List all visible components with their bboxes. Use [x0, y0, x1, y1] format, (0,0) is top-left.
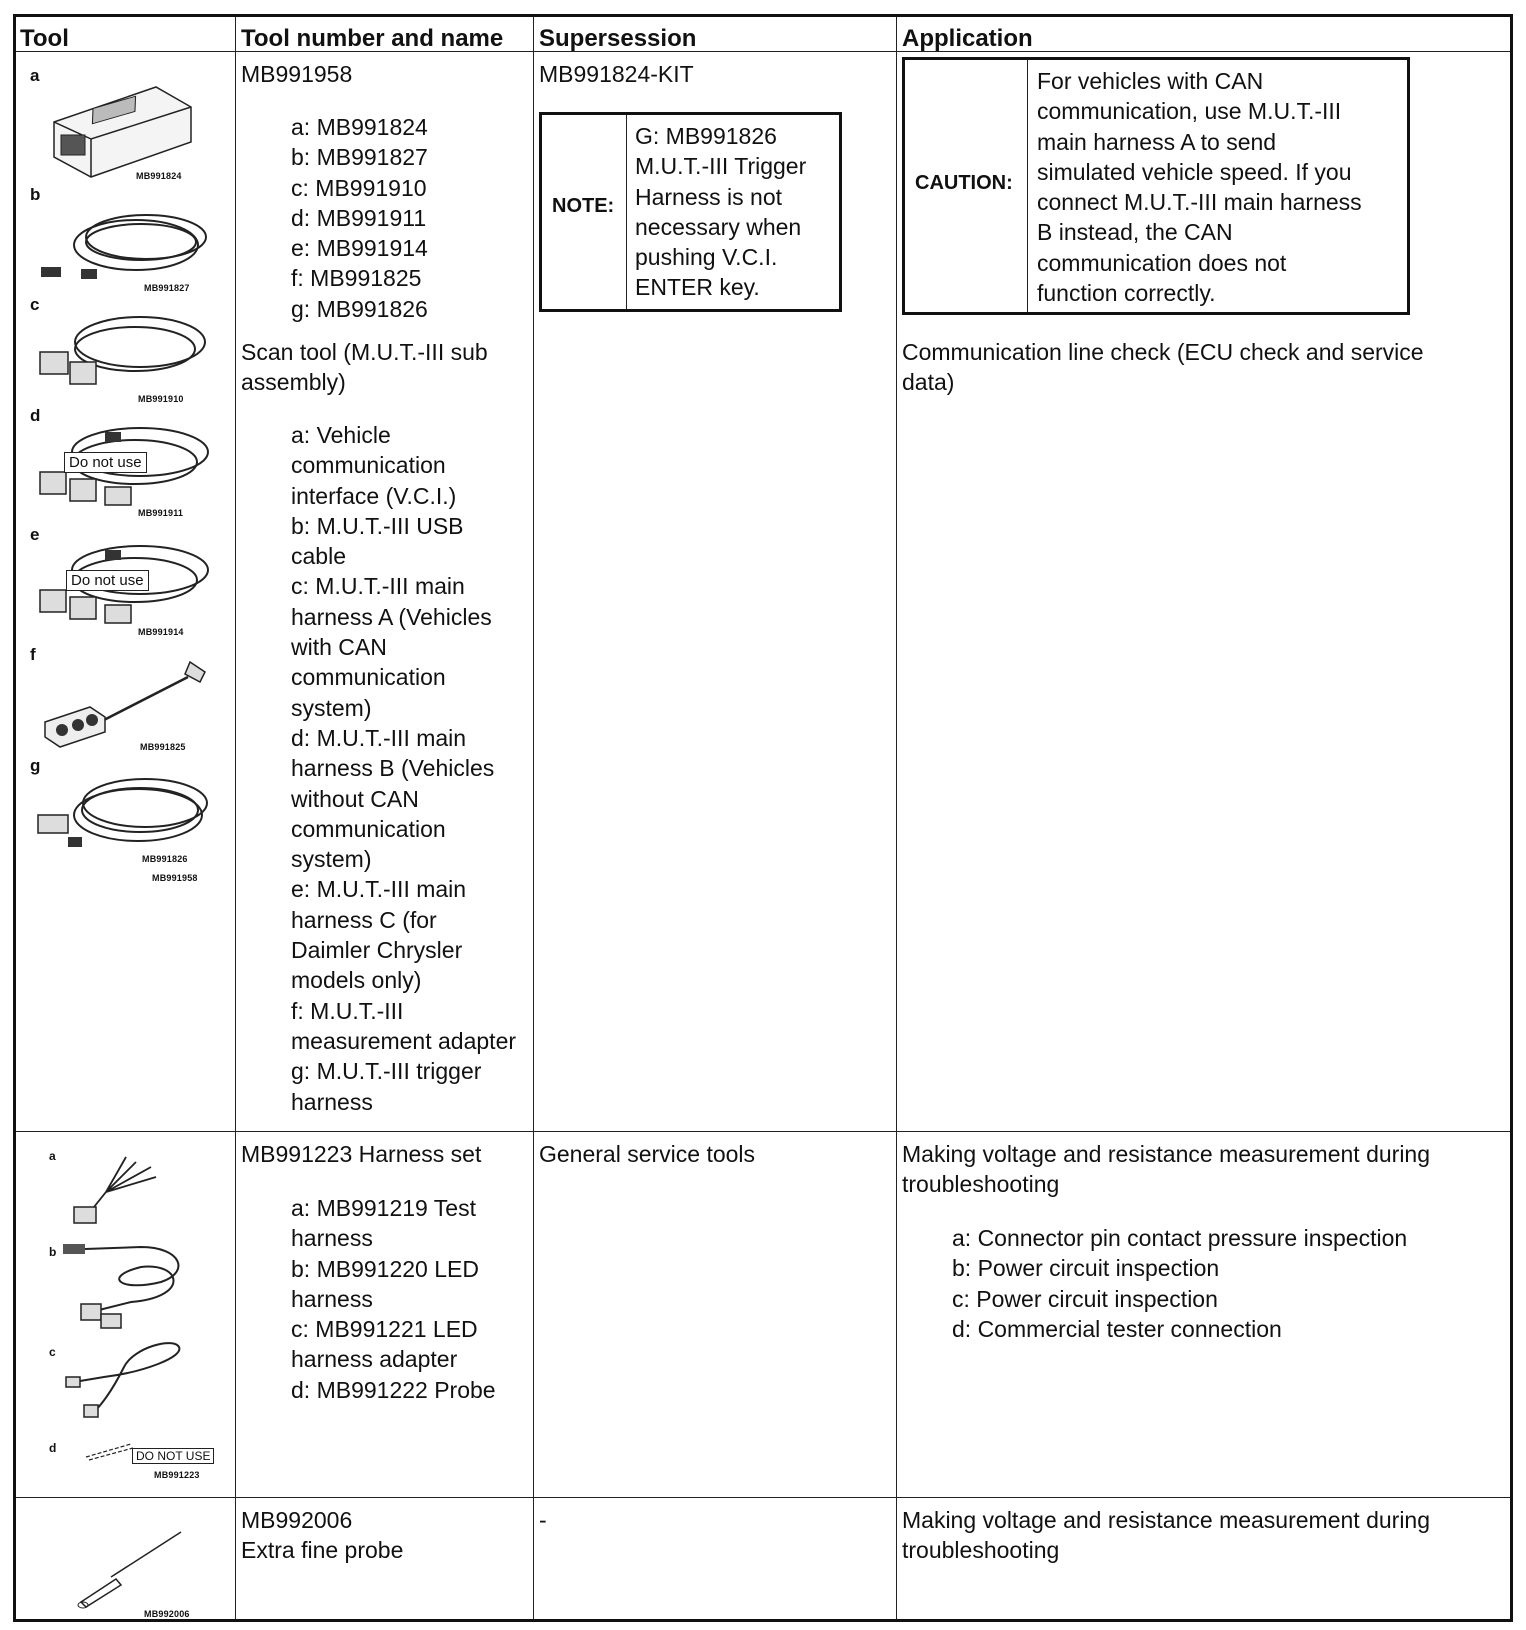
row2-tool-letter-c: c [49, 1345, 56, 1359]
do-not-use-tag-d: Do not use [64, 452, 147, 473]
header-supersession: Supersession [539, 25, 697, 52]
note-box [539, 112, 842, 312]
row-divider-2 [16, 1497, 1510, 1498]
row2-sub-items: a: MB991219 Test harness b: MB991220 LED harness c: MB991221 LED harness adapter d: MB991222 Probe [291, 1195, 496, 1403]
do-not-use-tag-e: Do not use [66, 570, 149, 591]
row-divider-1 [16, 1131, 1510, 1132]
tool-letter-d: d [30, 406, 41, 425]
tool-letter-g: g [30, 756, 41, 775]
note-text: G: MB991826 M.U.T.-III Trigger Harness is not necessary when pushing V.C.I. ENTER key. [635, 123, 807, 301]
part-label-mb991826: MB991826 [142, 854, 188, 864]
vci-device-icon [46, 77, 196, 177]
row2-tool-letter-d: d [49, 1441, 57, 1455]
note-divider [626, 115, 627, 309]
part-label-mb991914: MB991914 [138, 627, 184, 637]
tool-letter-c: c [30, 295, 40, 314]
part-label-mb991958: MB991958 [152, 873, 198, 883]
part-label-mb991824: MB991824 [136, 171, 182, 181]
tool-table [13, 14, 1513, 1622]
row1-tool-number: MB991958 [241, 61, 353, 87]
row1-sub-numbers: a: MB991824 b: MB991827 c: MB991910 d: MB991911 e: MB991914 f: MB991825 g: MB991826 [291, 114, 428, 322]
trigger-harness-icon [30, 765, 210, 860]
col-divider-1 [235, 17, 236, 1619]
part-label-mb991825: MB991825 [140, 742, 186, 752]
main-harness-a-icon [30, 307, 210, 397]
do-not-use-tag-row2: DO NOT USE [132, 1448, 214, 1464]
led-harness-adapter-icon [64, 1337, 194, 1422]
row2-application: Making voltage and resistance measurement during troubleshooting [902, 1141, 1431, 1198]
row1-application: Communication line check (ECU check and service data) [902, 339, 1424, 396]
note-label: NOTE: [552, 195, 615, 217]
row1-supersession: MB991824-KIT [539, 61, 694, 87]
part-label-mb991910: MB991910 [138, 394, 184, 404]
caution-label: CAUTION: [915, 172, 1013, 194]
part-label-mb992006: MB992006 [144, 1609, 190, 1619]
row2-application-items: a: Connector pin contact pressure inspection b: Power circuit inspection c: Power circuit inspection d: Commercial tester connection [952, 1225, 1408, 1342]
part-label-mb991223: MB991223 [154, 1470, 200, 1480]
row3-tool-number-name: MB992006 Extra fine probe [241, 1507, 404, 1564]
caution-divider [1027, 60, 1028, 312]
row1-sub-names: a: Vehicle communication interface (V.C.I.) b: M.U.T.-III USB cable c: M.U.T.-III main harness A (Vehicles with CAN communication system) d: M.U.T.-III main harness B (Vehicles without CAN communication system) e: M.U.T.-III main harness C (for Daimler Chrysler models only) f: M.U.T.-III measurement adapter g: M.U.T.-III trigger harness [291, 422, 517, 1115]
row2-tool-letter-b: b [49, 1245, 57, 1259]
usb-cable-icon [36, 197, 206, 287]
led-harness-icon [61, 1242, 201, 1332]
caution-text: For vehicles with CAN communication, use M.U.T.-III main harness A to send simulated vehicle speed. If you connect M.U.T.-III main harness B instead, the CAN communication does not function correctly. [1037, 68, 1362, 307]
part-label-mb991827: MB991827 [144, 283, 190, 293]
col-divider-3 [896, 17, 897, 1619]
header-application: Application [902, 25, 1033, 52]
row3-supersession: - [539, 1507, 547, 1533]
row1-tool-name: Scan tool (M.U.T.-III sub assembly) [241, 339, 488, 396]
header-tool-number: Tool number and name [241, 25, 504, 52]
row2-supersession: General service tools [539, 1141, 756, 1167]
tool-letter-f: f [30, 645, 36, 664]
row2-tool-number-name: MB991223 Harness set [241, 1141, 482, 1167]
measurement-adapter-icon [40, 652, 210, 742]
test-harness-icon [56, 1152, 166, 1232]
header-tool: Tool [20, 25, 69, 52]
row3-application: Making voltage and resistance measurement during troubleshooting [902, 1507, 1431, 1564]
row2-tool-letter-a: a [49, 1149, 56, 1163]
extra-fine-probe-icon [71, 1527, 191, 1607]
part-label-mb991911: MB991911 [138, 508, 184, 518]
tool-letter-b: b [30, 185, 41, 204]
col-divider-2 [533, 17, 534, 1619]
tool-letter-e: e [30, 525, 40, 544]
caution-box [902, 57, 1410, 315]
tool-letter-a: a [30, 66, 40, 85]
